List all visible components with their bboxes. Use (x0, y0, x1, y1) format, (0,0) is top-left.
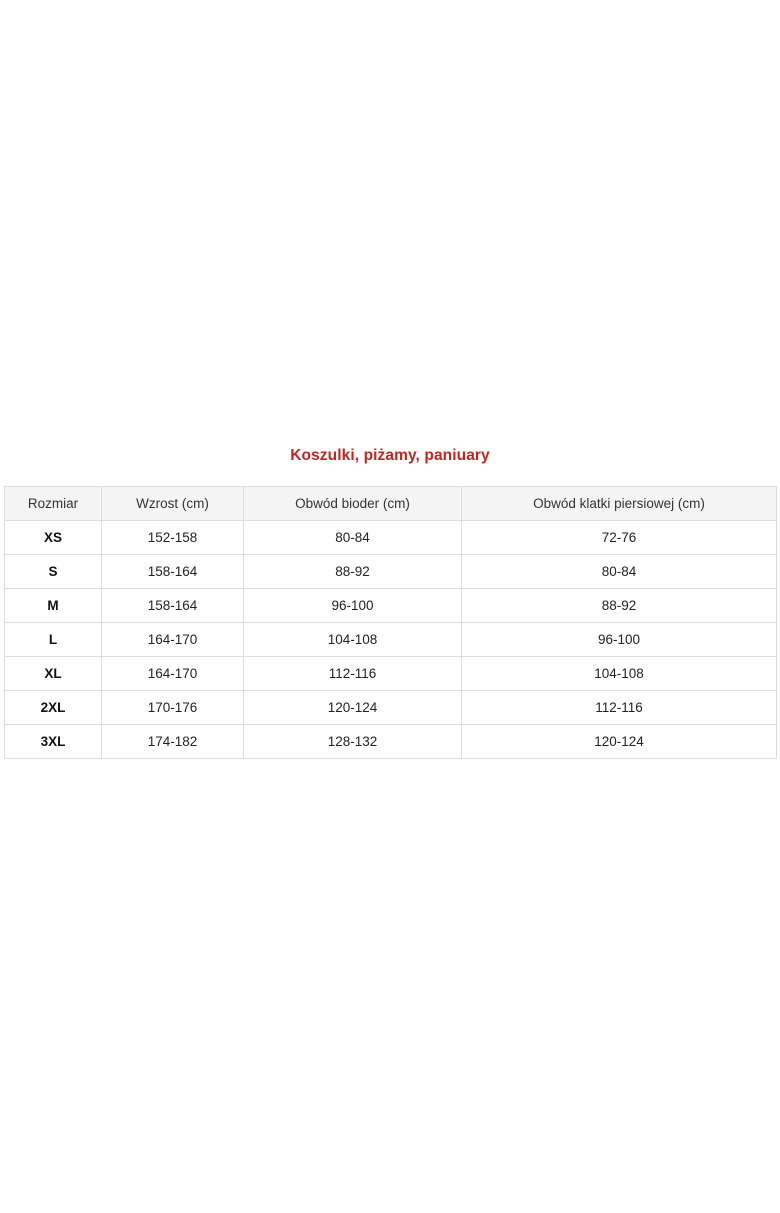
table-row (5, 623, 777, 657)
chest-cell: 88-92 (462, 589, 777, 623)
chest-cell: 80-84 (462, 555, 777, 589)
hip-cell: 120-124 (244, 691, 462, 725)
table-row (5, 555, 777, 589)
table-header-row (5, 487, 777, 521)
table-row (5, 521, 777, 555)
size-cell: L (5, 623, 102, 657)
hip-cell: 96-100 (244, 589, 462, 623)
header-chest: Obwód klatki piersiowej (cm) (462, 487, 777, 521)
chest-cell: 120-124 (462, 725, 777, 759)
header-height: Wzrost (cm) (102, 487, 244, 521)
hip-cell: 104-108 (244, 623, 462, 657)
chest-cell: 104-108 (462, 657, 777, 691)
size-cell: 3XL (5, 725, 102, 759)
chest-cell: 96-100 (462, 623, 777, 657)
hip-cell: 112-116 (244, 657, 462, 691)
chest-cell: 72-76 (462, 521, 777, 555)
height-cell: 170-176 (102, 691, 244, 725)
height-cell: 152-158 (102, 521, 244, 555)
header-hip: Obwód bioder (cm) (244, 487, 462, 521)
height-cell: 164-170 (102, 657, 244, 691)
size-cell: XL (5, 657, 102, 691)
height-cell: 174-182 (102, 725, 244, 759)
table-row (5, 657, 777, 691)
hip-cell: 128-132 (244, 725, 462, 759)
size-table (4, 486, 777, 759)
size-cell: M (5, 589, 102, 623)
height-cell: 158-164 (102, 589, 244, 623)
height-cell: 158-164 (102, 555, 244, 589)
size-cell: S (5, 555, 102, 589)
table-row (5, 589, 777, 623)
chart-title: Koszulki, piżamy, paniuary (290, 447, 490, 464)
hip-cell: 88-92 (244, 555, 462, 589)
hip-cell: 80-84 (244, 521, 462, 555)
height-cell: 164-170 (102, 623, 244, 657)
size-cell: XS (5, 521, 102, 555)
header-size: Rozmiar (5, 487, 102, 521)
table-row (5, 725, 777, 759)
table-row (5, 691, 777, 725)
chest-cell: 112-116 (462, 691, 777, 725)
size-cell: 2XL (5, 691, 102, 725)
